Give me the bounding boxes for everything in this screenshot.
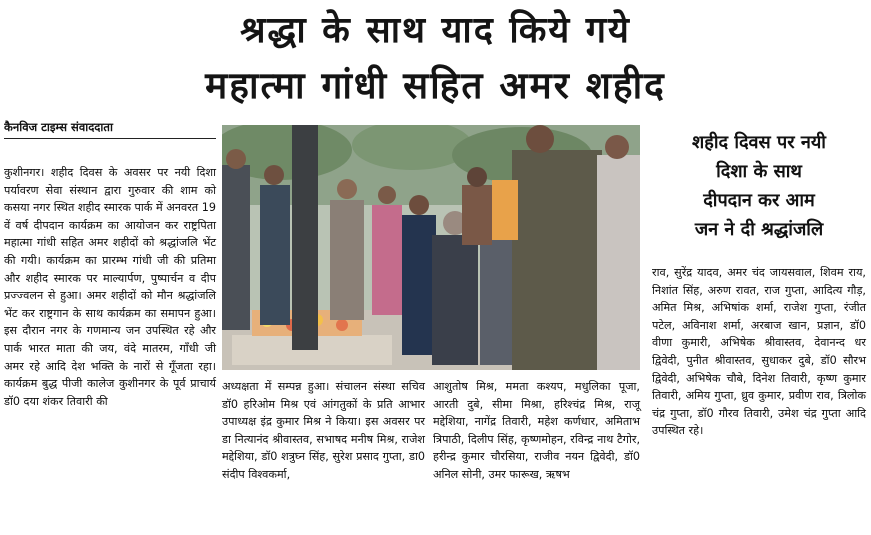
article-column-2: अध्यक्षता में सम्पन्न हुआ। संचालन संस्था सचिव डॉ0 हरिओम मिश्र एवं आंगतुकों के प्रति आभार उपाध्यक्ष इंद्र कुमार मिश्र ने किया। इस अवसर पर डा नित्यानंद श्रीवास्तव, सभाषद मनीष मिश्र, राजेश मद्देशिया, डॉ0 शत्रुघ्न सिंह, सुरेश प्रसाद गुप्ता, डा0 संदीप विश्वकर्मा,: [222, 380, 425, 481]
side-heading: [652, 128, 866, 244]
side-heading-line-1: शहीद दिवस पर नयी: [692, 132, 826, 153]
headline-line-1: श्रद्धा के साथ याद किये गये: [240, 10, 631, 51]
news-photo: [222, 125, 640, 370]
byline: कैनविज टाइम्स संवाददाता: [4, 120, 216, 139]
article-column-3: आशुतोष मिश्र, ममता कश्यप, मधुलिका पूजा, आरती दुबे, सीमा मिश्रा, हरिश्चंद्र मिश्र, राजू मद्देशिया, नागेंद्र तिवारी, महेश कर्णधार, अमिताभ त्रिपाठी, दिलीप सिंह, कृष्णमोहन, रविन्द्र नाथ टैगोर, हरीन्द्र कुमार चौरसिया, राजीव नयन द्विवेदी, डॉ0 अनिल सोनी, उमर फारूख, ऋषभ: [433, 380, 640, 481]
side-heading-line-2: दिशा के साथ: [716, 161, 802, 182]
side-heading-line-4: जन ने दी श्रद्धांजलि: [694, 219, 824, 240]
article-column-1: कुशीनगर। शहीद दिवस के अवसर पर नयी दिशा पर्यावरण सेवा संस्थान द्वारा गुरुवार की शाम को कसया नगर स्थित शहीद स्मारक पार्क में अनवरत 19 वें वर्ष दीपदान कार्यक्रम का आयोजन कर राष्ट्रपिता महात्मा गांधी सहित अमर शहीदों को श्रद्धांजलि भेंट की गयी। कार्यक्रम का प्रारम्भ गांधी जी की प्रतिमा और शहीद स्मारक पर माल्यार्पण, पुष्पार्चन व दीप प्रज्ज्वलन से हुआ। अमर शहीदों को मौन श्रद्धांजलि भेंट कर राष्ट्रगान के साथ कार्यक्रम का समापन हुआ। इस दौरान नगर के गणमान्य जन उपस्थित रहे और पार्क भारत माता की जय, वंदे मातरम, गाँधी जी अमर रहे आदि देश भक्ति के नारों से गूँजता रहा। कार्यक्रम बुद्ध पीजी कालेज कुशीनगर के पूर्व प्राचार्य डॉ0 दया शंकर तिवारी की: [4, 166, 216, 408]
headline-line-2: महात्मा गांधी सहित अमर शहीद: [205, 64, 666, 107]
side-heading-line-3: दीपदान कर आम: [703, 190, 815, 211]
article-column-4: राव, सुरेंद्र यादव, अमर चंद जायसवाल, शिवम राय, निशांत सिंह, अरुण रावत, राज गुप्ता, आदित्य गौड़, अमित मिश्र, अभिषांक शर्मा, राजेश गुप्ता, रंजीत पटेल, अविनाश शर्मा, अरबाज खान, प्रज्ञान, डॉ0 वीणा कुमारी, अभिषेक श्रीवास्तव, देवानन्द धर द्विवेदी, पुनीत श्रीवास्तव, सुधाकर दुबे, डॉ0 सौरभ द्विवेदी, अभिषेक चौबे, दिनेश तिवारी, कृष्ण कुमार तिवारी, अमिय गुप्ता, ध्रुव कुमार, प्रवीण राव, त्रिलोक चंद्र गुप्ता, डॉ0 गौरव तिवारी, उमेश चंद्र गुप्ता आदि उपस्थित रहे।: [652, 266, 866, 438]
